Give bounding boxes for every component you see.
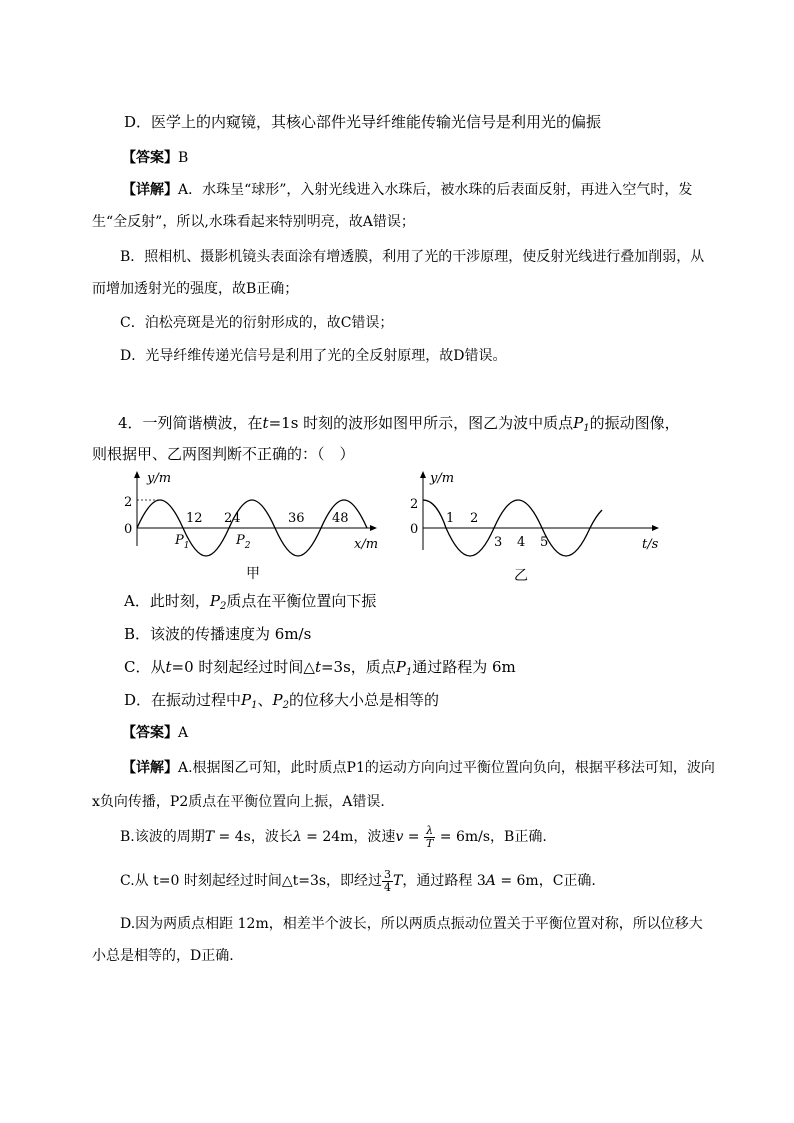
q3-explain-d: D．光导纤维传递光信号是利用了光的全反射原理，故D错误。 <box>120 348 507 364</box>
option-var-t: t <box>314 658 321 676</box>
t-tick: 2 <box>470 511 479 526</box>
figure-yi-vibration <box>404 466 668 590</box>
option-text: =3s，质点 <box>320 658 396 676</box>
stem-var-p: P <box>573 414 584 432</box>
figure-jia-waveform <box>110 466 390 590</box>
t-tick: 1 <box>446 511 455 526</box>
q3-explain-b-line1: B．照相机、摄影机镜头表面涂有增透膜，利用了光的干涉原理，使反射光线进行叠加削弱，从 <box>120 249 705 265</box>
explain-text: = <box>403 829 424 845</box>
option-text: 、 <box>257 691 273 709</box>
math-var: T <box>204 829 215 845</box>
q4-explain-c <box>120 866 596 896</box>
stem-text: 4．一列简谐横波，在 <box>118 414 263 432</box>
q3-explain-c: C．泊松亮斑是光的衍射形成的，故C错误； <box>120 315 394 331</box>
explain-text: = 4s，波长 <box>214 829 293 845</box>
t-tick: 3 <box>494 535 503 550</box>
y-axis-label: y/m <box>147 471 172 486</box>
x-tick: 12 <box>186 511 203 526</box>
y-tick-2: 2 <box>124 495 133 510</box>
stem-text: 的振动图像， <box>589 414 680 432</box>
option-var-sub: 2 <box>282 700 289 711</box>
y-axis-label: y/m <box>430 471 455 486</box>
math-var: v <box>395 829 404 845</box>
q3-option-d: D．医学上的内窥镜，其核心部件光导纤维能传输光信号是利用光的偏振 <box>124 113 602 131</box>
explain-text: = 24m，波速 <box>301 829 396 845</box>
stem-var-sub: 1 <box>583 423 590 434</box>
explain-tag: 【详解】 <box>122 760 178 776</box>
explain-text: = 6m，C正确. <box>495 873 596 889</box>
option-text: 的位移大小总是相等的 <box>288 691 439 709</box>
option-text: 质点在平衡位置向下振 <box>226 592 377 610</box>
answer-tag: 【答案】 <box>122 150 178 166</box>
origin-label: 0 <box>410 522 419 537</box>
option-text: D．在振动过程中 <box>124 691 242 709</box>
q3-explain-a-line2: 生“全反射”，所以,水珠看起来特别明亮，故A错误； <box>92 214 415 230</box>
option-var-p: P <box>395 658 406 676</box>
explain-text: C.从 t=0 时刻起经过时间△t=3s，即经过 <box>120 873 383 889</box>
q4-explain-b <box>120 822 547 852</box>
t-axis-label: t/s <box>642 537 659 552</box>
fraction-numerator: λ <box>424 825 435 838</box>
q4-stem-line1 <box>118 413 680 439</box>
fraction-lambda-over-t <box>424 825 435 850</box>
option-text: A．此时刻， <box>124 592 210 610</box>
option-var-t: t <box>165 658 172 676</box>
q4-explain-d-line1: D.因为两质点相距 12m，相差半个波长，所以两质点振动位置关于平衡位置对称，所以位移大 <box>120 916 703 932</box>
stem-var-t: t <box>262 414 269 432</box>
option-var-sub: 1 <box>405 667 413 678</box>
q3-explain-a-line1 <box>122 180 692 200</box>
q4-explain-a-line1 <box>122 758 715 778</box>
explain-text: = 6m/s，B正确. <box>435 829 547 845</box>
t-tick: 4 <box>517 535 526 550</box>
x-tick: 36 <box>288 511 305 526</box>
stem-text: =1s 时刻的波形如图甲所示，图乙为波中质点 <box>268 414 574 432</box>
fraction-three-quarters <box>382 869 393 894</box>
p1-label: $P_1$ <box>175 533 190 551</box>
explain-text: ，通过路程 3 <box>402 873 486 889</box>
figure-caption: 乙 <box>514 568 528 584</box>
q3-answer-line <box>122 148 188 168</box>
answer-tag: 【答案】 <box>122 725 178 741</box>
option-var-sub: 2 <box>219 601 227 612</box>
option-text: =0 时刻起经过时间△ <box>171 658 315 676</box>
fraction-denominator: 4 <box>384 880 392 894</box>
q3-explain-b-line2: 而增加透射光的强度，故B正确； <box>92 281 299 297</box>
option-var-p: P <box>209 592 220 610</box>
option-text: 通过路程为 6m <box>412 658 516 676</box>
explain-tag: 【详解】 <box>122 182 178 198</box>
x-tick: 48 <box>332 511 349 526</box>
explain-text: A．水珠呈“球形”，入射光线进入水珠后，被水珠的后表面反射，再进入空气时，发 <box>178 182 693 198</box>
q4-stem-line2: 则根据甲、乙两图判断不正确的：（ ） <box>92 445 355 463</box>
explain-text: A.根据图乙可知，此时质点P1的运动方向向过平衡位置向负向，根据平移法可知，波向 <box>178 760 715 776</box>
fraction-numerator: 3 <box>384 867 392 881</box>
math-var: A <box>485 873 496 889</box>
option-text: C．从 <box>124 658 166 676</box>
option-var-p: P <box>241 691 252 709</box>
p2-label: $P_2$ <box>236 533 251 551</box>
option-var-sub: 1 <box>251 700 258 711</box>
explain-text: B.该波的周期 <box>120 829 205 845</box>
q4-option-b: B．该波的传播速度为 6m/s <box>124 625 312 643</box>
x-axis-label: x/m <box>354 537 379 552</box>
q4-option-d <box>124 690 439 716</box>
math-var: T <box>393 873 403 889</box>
t-tick: 5 <box>540 535 549 550</box>
origin-label: 0 <box>124 522 133 537</box>
x-tick: 24 <box>224 511 241 526</box>
q4-explain-a-line2: x负向传播，P2质点在平衡位置向上振，A错误. <box>92 794 385 810</box>
figure-caption: 甲 <box>246 566 260 582</box>
answer-value: A <box>178 725 189 741</box>
fraction-denominator: T <box>426 836 434 850</box>
answer-value: B <box>178 150 189 166</box>
math-var: λ <box>292 829 302 845</box>
q4-option-c <box>124 657 516 683</box>
y-tick-2: 2 <box>410 497 419 512</box>
q4-answer-line <box>122 723 188 743</box>
q4-explain-d-line2: 小总是相等的，D正确. <box>92 948 234 964</box>
q4-option-a <box>124 591 376 617</box>
option-var-p: P <box>272 691 283 709</box>
